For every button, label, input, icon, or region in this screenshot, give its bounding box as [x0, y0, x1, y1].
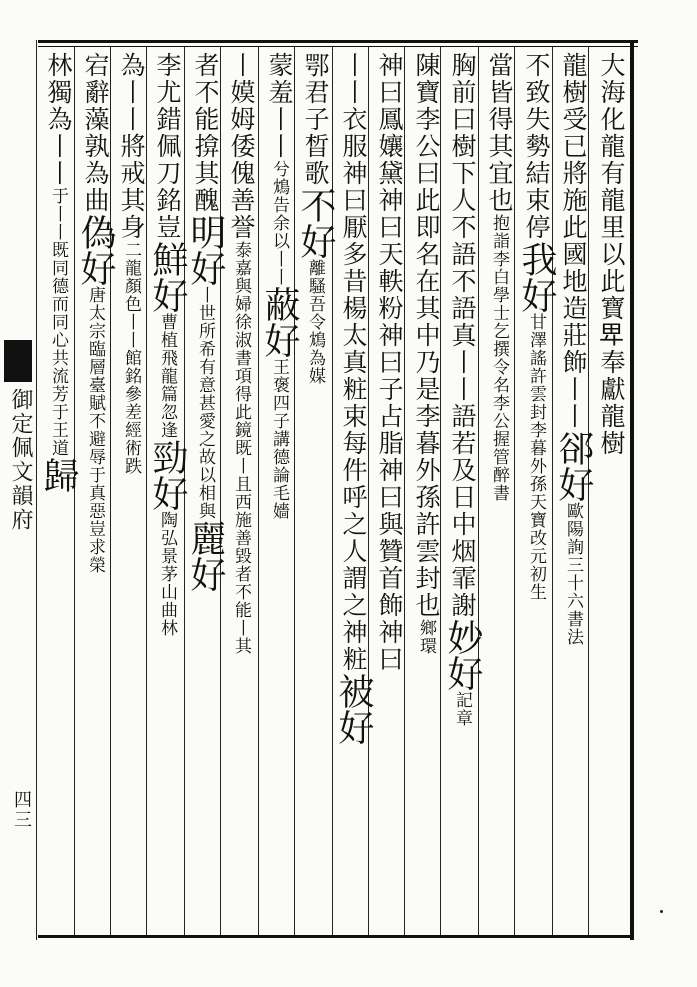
- annotation: 館銘參差經術跌: [121, 349, 141, 475]
- text-column-8: [333, 52, 374, 930]
- text-column-10: [259, 52, 300, 930]
- entry-heading: 被好: [333, 673, 374, 745]
- annotation: 丨世所希有意甚愛之故以相與: [195, 286, 215, 520]
- annotation: 抱詣李白學士乞撰令名李公握管醉書: [489, 214, 509, 502]
- text-column-3: [516, 52, 557, 930]
- column-text: 神曰鳳孃黛神曰天軼粉神曰子占脂神曰與贊首飾神曰: [375, 52, 404, 673]
- annotation: 西施善毀者不能丨其: [231, 493, 251, 655]
- text-column-13: [147, 52, 188, 930]
- entry-heading: 妙好: [442, 619, 483, 691]
- column-text: 林獨為丨丨: [44, 52, 73, 187]
- annotation: 兮鴆告余以丨丨: [269, 160, 289, 286]
- entry-heading: 歸: [38, 457, 79, 493]
- column-text: 丨嫫姆倭傀善誉: [227, 52, 256, 241]
- column-text: 龍樹受已將施此國地造莊飾丨丨: [559, 52, 588, 430]
- entry-heading: 蔽好: [259, 286, 300, 358]
- ink-speck: [660, 910, 663, 913]
- text-column-15: [75, 52, 116, 930]
- column-text: 宕辭藻孰為曲: [81, 52, 110, 214]
- entry-heading: 不好: [295, 187, 336, 259]
- annotation: 陶弘景茅山曲林: [157, 511, 177, 637]
- frame-bottom-border: [38, 935, 634, 938]
- frame-top-border-inner: [38, 46, 638, 47]
- annotation: 甘澤謠許雲封李暮外孫天寶改元初生: [526, 313, 546, 601]
- page-margin: [0, 40, 37, 940]
- book-name: 御定佩文韻府: [8, 388, 33, 532]
- text-column-9: [295, 52, 336, 930]
- text-column-11: [223, 52, 259, 930]
- text-column-16: [38, 52, 79, 930]
- frame-right-border: [630, 40, 634, 940]
- page-number: 四三: [11, 790, 32, 830]
- entry-heading: 偽好: [75, 214, 116, 286]
- entry-heading: 我好: [516, 241, 557, 313]
- annotation: 歐陽詢三十六書法: [563, 502, 583, 646]
- entry-heading: 明好: [185, 214, 226, 286]
- text-column-7: [371, 52, 407, 930]
- frame-top-border: [38, 40, 638, 43]
- annotation: 二龍顏色丨丨: [121, 241, 141, 349]
- text-column-1: [593, 52, 629, 930]
- text-column-12: [185, 52, 226, 930]
- column-text: 不致失勢結束停: [522, 52, 551, 241]
- column-text: 陳寶李公曰此即名在其中乃是李暮外孫許雲封也: [412, 52, 441, 619]
- column-text: 李尤錯佩刀銘豈: [153, 52, 182, 241]
- annotation: 泰嘉與婦徐淑書項得此鏡既丨且: [231, 241, 251, 493]
- entry-heading: 郤好: [553, 430, 594, 502]
- text-column-2: [553, 52, 594, 930]
- annotation: 王褒四子講德論毛嬙: [269, 358, 289, 520]
- entry-heading: 鮮好: [147, 241, 188, 313]
- column-text: 丨丨衣服神曰厭多昔楊太真粧束每件呼之人謂之神粧: [339, 52, 368, 673]
- annotation: 曹植飛龍篇忽逢: [157, 313, 177, 439]
- text-column-6: [408, 52, 444, 930]
- entry-heading: 麗好: [185, 520, 226, 592]
- annotation: 于丨丨既同德而同心共流芳于王道: [48, 187, 68, 457]
- annotation: 記章: [452, 691, 472, 727]
- entry-heading: 勁好: [147, 439, 188, 511]
- annotation: 鄉環: [416, 619, 436, 655]
- column-text: 蒙羞丨丨: [265, 52, 294, 160]
- column-text: 大海化龍有龍里以此寶𤰞奉獻龍樹: [597, 52, 626, 457]
- text-column-14: [113, 52, 149, 930]
- column-text: 胸前曰樹下人不語不語真丨丨語若及日中烟霏謝: [448, 52, 477, 619]
- column-text: 當皆得其宜也: [485, 52, 514, 214]
- fishtail-mark: [4, 340, 32, 382]
- annotation: 離騷吾令鴆為媒: [305, 259, 325, 385]
- column-text: 鄂君子晳歌: [301, 52, 330, 187]
- column-text: 為丨丨將戒其身: [117, 52, 146, 241]
- column-text: 者不能揜其醜: [191, 52, 220, 214]
- text-column-4: [481, 52, 517, 930]
- text-column-5: [442, 52, 483, 930]
- annotation: 唐太宗臨層臺賦不避辱于真惡豈求榮: [85, 286, 105, 574]
